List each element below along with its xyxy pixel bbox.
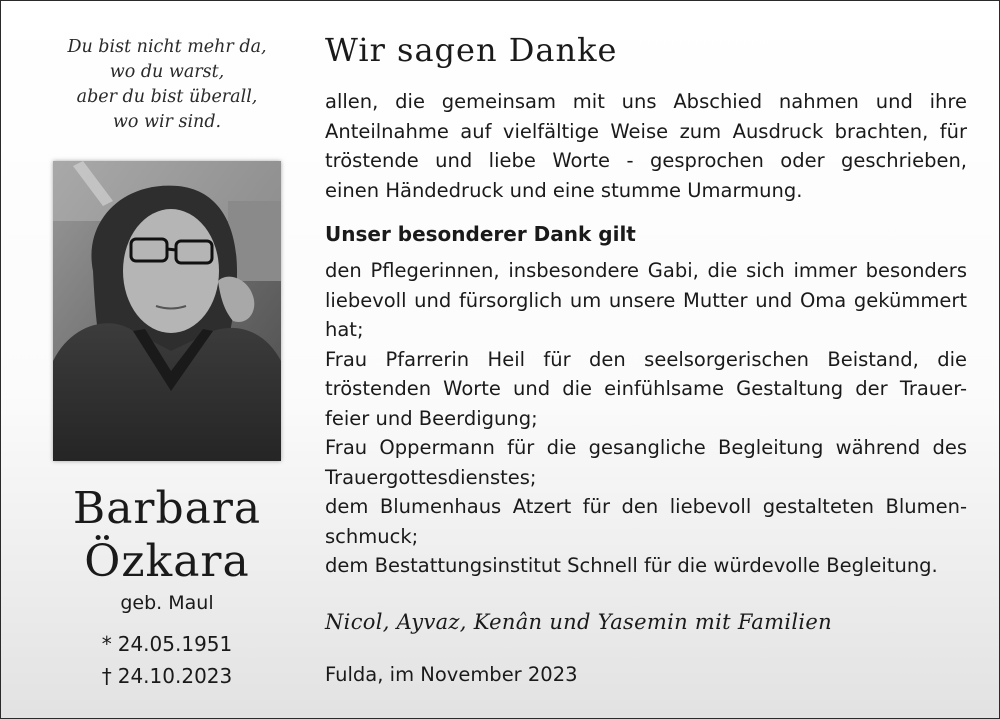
text-line: Anteilnahme auf vielfältige Weise zum Ausdruck brachten, für: [325, 119, 967, 143]
text-line: feier und Beerdigung;: [325, 406, 538, 430]
page-title: Wir sagen Danke: [325, 31, 618, 69]
deceased-last-name: Özkara: [84, 536, 250, 587]
text-line: tröstende und liebe Worte - gesprochen oder geschrieben,: [325, 149, 967, 172]
text-line: liebevoll und fürsorglich um unsere Mutter und Oma gekümmert: [325, 288, 967, 312]
text-line: den Pflegerinnen, insbesondere Gabi, die sich immer besonders: [325, 259, 967, 282]
cross-symbol: †: [101, 664, 112, 688]
portrait-photo: [53, 161, 281, 461]
poem: [31, 35, 303, 135]
left-column: [31, 1, 303, 719]
thanks-paragraph: [325, 256, 967, 581]
text-line: tröstenden Worte und die einfühlsame Gestaltung der Trauer-: [325, 377, 967, 400]
text-line: hat;: [325, 318, 364, 341]
death-date: 24.10.2023: [117, 664, 233, 688]
text-line: Frau Pfarrerin Heil für den seelsorgerischen Beistand, die: [325, 347, 967, 371]
poem-line: aber du bist überall,: [76, 87, 258, 107]
text-line: schmuck;: [325, 524, 419, 548]
poem-line: wo wir sind.: [112, 112, 222, 132]
death-date-line: [31, 664, 303, 688]
intro-paragraph: [325, 87, 967, 205]
birth-date: 24.05.1951: [117, 632, 233, 656]
text-line: Trauergottesdienstes;: [325, 465, 537, 489]
text-line: einen Händedruck und eine stumme Umarmung.: [325, 178, 803, 202]
text-line: dem Blumenhaus Atzert für den liebevoll gestalteten Blumen-: [325, 495, 967, 518]
family-signature: Nicol, Ayvaz, Kenân und Yasemin mit Familien: [325, 610, 832, 634]
section-heading: Unser besonderer Dank gilt: [325, 222, 636, 246]
poem-line: Du bist nicht mehr da,: [67, 37, 267, 57]
poem-line: wo du warst,: [109, 62, 225, 82]
deceased-first-name: Barbara: [72, 483, 262, 534]
text-line: allen, die gemeinsam mit uns Abschied nahmen und ihre: [325, 90, 967, 113]
birth-date-line: [31, 632, 303, 656]
place-date: Fulda, im November 2023: [325, 663, 578, 686]
text-line: Frau Oppermann für die gesangliche Begleitung während des: [325, 436, 967, 459]
maiden-name: geb. Maul: [120, 592, 214, 614]
birth-symbol: *: [101, 632, 112, 656]
text-line: dem Bestattungsinstitut Schnell für die würdevolle Begleitung.: [325, 554, 938, 577]
